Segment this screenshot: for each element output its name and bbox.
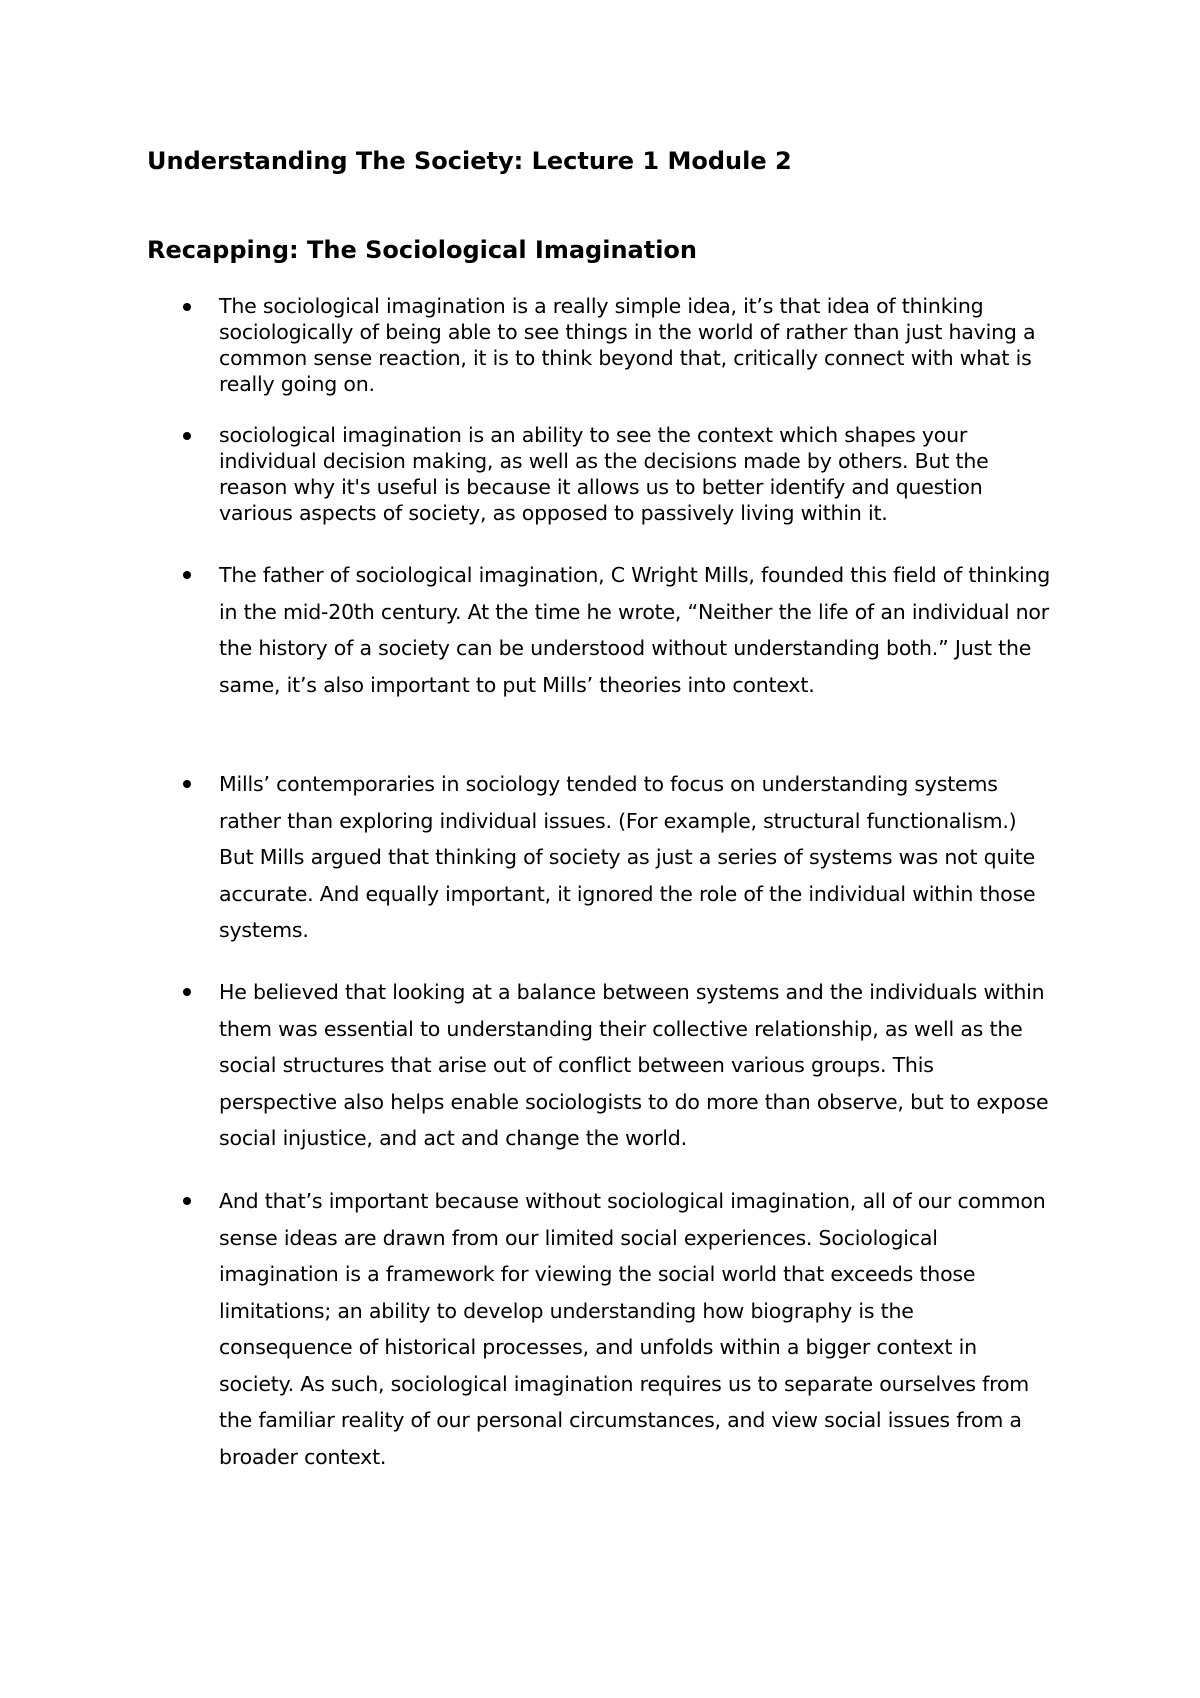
document-title: Understanding The Society: Lecture 1 Module 2 <box>147 147 792 175</box>
bullet-icon <box>183 303 191 311</box>
bullet-icon <box>183 988 191 996</box>
bullet-text: Mills’ contemporaries in sociology tended to focus on understanding systems rather than exploring individual issues. (For example, structural functionalism.) But Mills argued that thinking of society as just a series of systems was not quite accurate. And equally important, it ignored the role of the individual within those systems. <box>219 772 1036 942</box>
bullet-text: He believed that looking at a balance between systems and the individuals within them was essential to understanding their collective relationship, as well as the social structures that arise out of conflict between various groups. This perspective also helps enable sociologists to do more than observe, but to expose social injustice, and act and change the world. <box>219 980 1049 1150</box>
bullet-text: The father of sociological imagination, C Wright Mills, founded this field of thinking in the mid-20th century. At the time he wrote, “Neither the life of an individual nor the history of a society can be understood without understanding both.” Just the same, it’s also important to put Mills’ theories into context. <box>219 563 1051 697</box>
bullet-icon <box>183 571 191 579</box>
bullet-text: The sociological imagination is a really simple idea, it’s that idea of thinking sociologically of being able to see things in the world of rather than just having a common sense reaction, it is to think beyond that, critically connect with what is really going on. <box>219 294 1036 396</box>
bullet-icon <box>183 1197 191 1205</box>
section-heading: Recapping: The Sociological Imagination <box>147 236 698 264</box>
bullet-text: And that’s important because without sociological imagination, all of our common sense ideas are drawn from our limited social experiences. Sociological imagination is a framework for viewing the social world that exceeds those limitations; an ability to develop understanding how biography is the consequence of historical processes, and unfolds within a bigger context in society. As such, sociological imagination requires us to separate ourselves from the familiar reality of our personal circumstances, and view social issues from a broader context. <box>219 1189 1046 1469</box>
bullet-icon <box>183 432 191 440</box>
bullet-icon <box>183 780 191 788</box>
bullet-text: sociological imagination is an ability to see the context which shapes your individual decision making, as well as the decisions made by others. But the reason why it's useful is because it allows us to better identify and question various aspects of society, as opposed to passively living within it. <box>219 423 989 525</box>
